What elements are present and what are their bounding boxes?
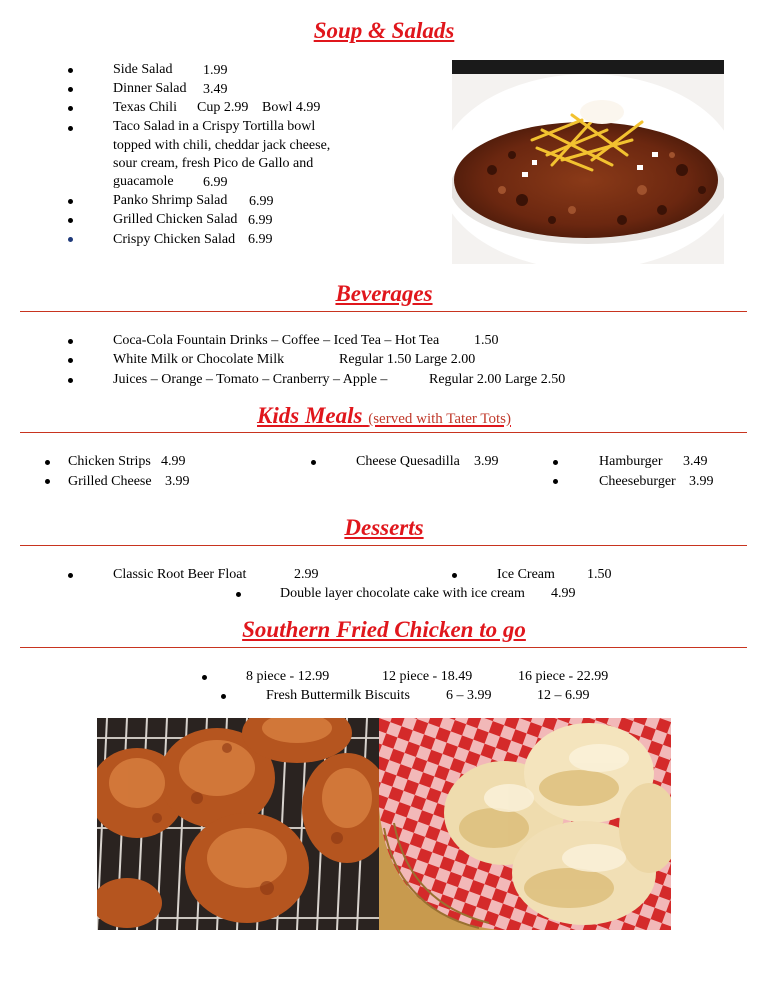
- item-name: Ice Cream: [497, 567, 555, 582]
- item-price-bowl: Bowl 4.99: [262, 100, 321, 115]
- item-name: Chicken Strips: [68, 454, 151, 469]
- soups-heading: Soup & Salads: [313, 18, 455, 43]
- item-name: Double layer chocolate cake with ice cream: [280, 586, 525, 601]
- item-price: 6 – 3.99: [446, 688, 492, 703]
- item-name: White Milk or Chocolate Milk: [113, 352, 285, 367]
- kids-heading: [0, 402, 768, 433]
- bullet: [68, 339, 73, 344]
- item-price-cup: Cup 2.99: [197, 100, 249, 115]
- item-name: Cheeseburger: [599, 474, 676, 489]
- item-desc-line: guacamole: [113, 174, 174, 189]
- bullet: [45, 479, 50, 484]
- item-price: 3.99: [165, 474, 190, 489]
- item-price: Regular 1.50 Large 2.00: [339, 352, 476, 367]
- chili-photo: [452, 60, 724, 264]
- bullet: [553, 479, 558, 484]
- bullet: [68, 358, 73, 363]
- item-price: 3.49: [203, 82, 228, 97]
- section-divider: [20, 647, 747, 648]
- bullet: [68, 68, 73, 73]
- item-name: Classic Root Beer Float: [113, 567, 247, 582]
- item-price: 6.99: [249, 194, 274, 209]
- biscuits-photo: [379, 718, 671, 930]
- bullet: [311, 460, 316, 465]
- price-12-piece: 12 piece - 18.49: [382, 669, 473, 684]
- item-price: 6.99: [248, 232, 273, 247]
- bullet: [202, 675, 207, 680]
- bullet: [452, 573, 457, 578]
- bullet: [221, 694, 226, 699]
- bullet: [68, 106, 73, 111]
- desserts-heading: Desserts: [344, 515, 424, 540]
- item-price: 3.49: [683, 454, 708, 469]
- menu-item: [113, 60, 173, 79]
- item-name: Fresh Buttermilk Biscuits: [266, 688, 410, 703]
- item-price: 6.99: [203, 175, 228, 190]
- item-price: 2.99: [294, 567, 319, 582]
- item-price: 6.99: [248, 213, 273, 228]
- bullet: [68, 378, 73, 383]
- price-8-piece: 8 piece - 12.99: [246, 669, 330, 684]
- item-price: 12 – 6.99: [537, 688, 590, 703]
- bullet: [68, 87, 73, 92]
- item-desc-line: Taco Salad in a Crispy Tortilla bowl: [113, 119, 316, 134]
- item-name: Coca-Cola Fountain Drinks – Coffee – Iced Tea – Hot Tea: [113, 333, 440, 348]
- item-name: Cheese Quesadilla: [356, 454, 460, 469]
- bullet: [68, 237, 73, 242]
- item-price: 3.99: [474, 454, 499, 469]
- item-name: Hamburger: [599, 454, 663, 469]
- fried-chicken-photo: [97, 718, 379, 930]
- chicken-heading: Southern Fried Chicken to go: [242, 617, 526, 642]
- bullet: [68, 573, 73, 578]
- item-price: 1.50: [474, 333, 499, 348]
- item-desc-line: topped with chili, cheddar jack cheese,: [113, 138, 331, 153]
- kids-title: Kids Meals: [257, 403, 363, 428]
- item-price: 3.99: [689, 474, 714, 489]
- item-name: Texas Chili: [113, 100, 177, 115]
- item-price: 1.50: [587, 567, 612, 582]
- item-price: 1.99: [203, 63, 228, 78]
- bullet: [68, 126, 73, 131]
- bullet: [68, 199, 73, 204]
- item-price: 4.99: [161, 454, 186, 469]
- item-name: Crispy Chicken Salad: [113, 232, 236, 247]
- beverages-heading: Beverages: [335, 281, 433, 306]
- price-16-piece: 16 piece - 22.99: [518, 669, 609, 684]
- item-price: Regular 2.00 Large 2.50: [429, 372, 566, 387]
- item-price: 4.99: [551, 586, 576, 601]
- kids-subtitle: (served with Tater Tots): [368, 411, 511, 427]
- item-name: Juices – Orange – Tomato – Cranberry – Apple –: [113, 372, 388, 387]
- item-desc-line: sour cream, fresh Pico de Gallo and: [113, 156, 314, 171]
- bullet: [45, 460, 50, 465]
- bullet: [553, 460, 558, 465]
- section-divider: [20, 311, 747, 312]
- item-name: Side Salad: [113, 62, 173, 77]
- item-name: Grilled Cheese: [68, 474, 152, 489]
- item-name: Dinner Salad: [113, 81, 187, 96]
- item-name: Grilled Chicken Salad: [113, 212, 238, 227]
- section-divider: [20, 545, 747, 546]
- bullet: [68, 218, 73, 223]
- bullet: [236, 592, 241, 597]
- item-name: Panko Shrimp Salad: [113, 193, 228, 208]
- section-divider: [20, 432, 747, 433]
